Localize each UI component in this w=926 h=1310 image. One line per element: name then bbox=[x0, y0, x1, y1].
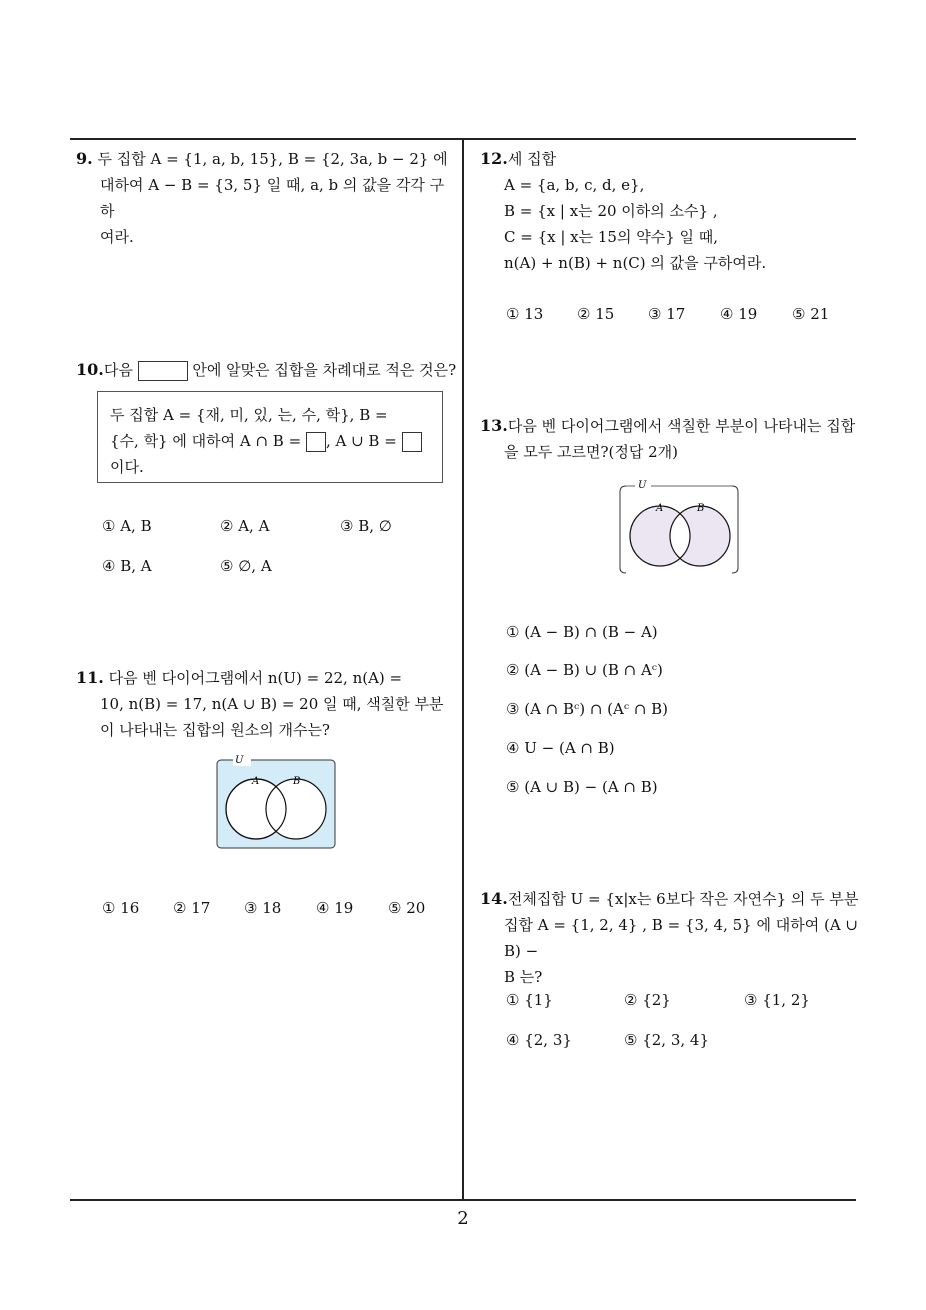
set-b-label: B bbox=[697, 503, 705, 514]
option-3[interactable]: ③ (A ∩ Bᶜ) ∩ (Aᶜ ∩ B) bbox=[506, 700, 669, 718]
question-number: 13. bbox=[480, 416, 508, 435]
question-9 bbox=[76, 146, 456, 250]
box-text: 두 집합 A = {재, 미, 있, 는, 수, 학}, B = bbox=[110, 406, 388, 424]
column-divider bbox=[462, 139, 464, 1200]
box-text: , A ∪ B = bbox=[325, 432, 397, 450]
answer-blank bbox=[402, 432, 422, 452]
option-1[interactable]: ① 16 bbox=[102, 899, 140, 917]
question-text: 두 집합 A = {1, a, b, 15}, B = {2, 3a, b − 2} 에 bbox=[97, 150, 448, 168]
option-2[interactable]: ② A, A bbox=[220, 517, 270, 535]
option-5[interactable]: ⑤ ∅, A bbox=[220, 557, 272, 575]
question-text: 안에 알맞은 집합을 차례대로 적은 것은? bbox=[192, 361, 457, 379]
question-10 bbox=[76, 357, 461, 383]
option-1[interactable]: ① 13 bbox=[506, 305, 544, 323]
option-5[interactable]: ⑤ 20 bbox=[388, 899, 426, 917]
question-text: 대하여 A − B = {3, 5} 일 때, a, b 의 값을 각각 구하 bbox=[100, 176, 445, 220]
question-text: 세 집합 bbox=[507, 150, 557, 168]
option-3[interactable]: ③ 18 bbox=[244, 899, 282, 917]
option-5[interactable]: ⑤ (A ∪ B) − (A ∩ B) bbox=[506, 778, 658, 796]
question-number: 9. bbox=[76, 149, 93, 168]
question-number: 10. bbox=[76, 360, 104, 379]
question-number: 12. bbox=[480, 149, 508, 168]
answer-blank bbox=[138, 361, 188, 381]
question-text: 다음 벤 다이어그램에서 n(U) = 22, n(A) = bbox=[108, 669, 403, 687]
question-text: 집합 A = {1, 2, 4} , B = {3, 4, 5} 에 대하여 (A ∪ B) − bbox=[504, 916, 858, 960]
option-2[interactable]: ② 15 bbox=[577, 305, 615, 323]
option-4[interactable]: ④ B, A bbox=[102, 557, 152, 575]
option-3[interactable]: ③ 17 bbox=[648, 305, 686, 323]
question-text: B 는? bbox=[504, 968, 543, 986]
page-number: 2 bbox=[457, 1208, 469, 1229]
question-number: 11. bbox=[76, 668, 104, 687]
set-b-circle bbox=[266, 779, 326, 839]
set-a-label: A bbox=[656, 503, 664, 514]
question-number: 14. bbox=[480, 889, 508, 908]
option-3[interactable]: ③ {1, 2} bbox=[744, 991, 810, 1009]
question-10-box bbox=[97, 391, 443, 483]
option-4[interactable]: ④ U − (A ∩ B) bbox=[506, 739, 615, 757]
question-text: 다음 bbox=[103, 361, 133, 379]
question-text: 이 나타내는 집합의 원소의 개수는? bbox=[100, 721, 330, 739]
question-text: B = {x | x는 20 이하의 소수} , bbox=[504, 202, 718, 220]
set-a-label: A bbox=[252, 776, 260, 787]
option-1[interactable]: ① {1} bbox=[506, 991, 553, 1009]
question-text: 을 모두 고르면?(정답 2개) bbox=[504, 443, 679, 461]
option-3[interactable]: ③ B, ∅ bbox=[340, 517, 392, 535]
box-text: 이다. bbox=[110, 458, 144, 476]
question-text: 전체집합 U = {x|x는 6보다 작은 자연수} 의 두 부분 bbox=[507, 890, 859, 908]
box-text: {수, 학} 에 대하여 A ∩ B = bbox=[110, 432, 302, 450]
set-b-label: B bbox=[293, 776, 301, 787]
option-1[interactable]: ① (A − B) ∩ (B − A) bbox=[506, 623, 658, 641]
universe-label: U bbox=[235, 755, 244, 766]
venn-diagram-11 bbox=[214, 754, 338, 852]
question-text: 다음 벤 다이어그램에서 색칠한 부분이 나타내는 집합 bbox=[507, 417, 856, 435]
question-12 bbox=[480, 146, 865, 276]
option-2[interactable]: ② (A − B) ∪ (B ∩ Aᶜ) bbox=[506, 661, 663, 679]
question-13 bbox=[480, 413, 865, 465]
venn-diagram-13 bbox=[616, 478, 742, 576]
option-2[interactable]: ② {2} bbox=[624, 991, 671, 1009]
answer-blank bbox=[306, 432, 326, 452]
option-4[interactable]: ④ {2, 3} bbox=[506, 1031, 572, 1049]
option-4[interactable]: ④ 19 bbox=[720, 305, 758, 323]
option-5[interactable]: ⑤ {2, 3, 4} bbox=[624, 1031, 710, 1049]
question-text: 10, n(B) = 17, n(A ∪ B) = 20 일 때, 색칠한 부분 bbox=[100, 695, 444, 713]
option-1[interactable]: ① A, B bbox=[102, 517, 152, 535]
question-11 bbox=[76, 665, 456, 743]
question-14 bbox=[480, 886, 865, 990]
question-text: C = {x | x는 15의 약수} 일 때, bbox=[504, 228, 719, 246]
option-5[interactable]: ⑤ 21 bbox=[792, 305, 830, 323]
bottom-rule bbox=[70, 1199, 856, 1201]
option-2[interactable]: ② 17 bbox=[173, 899, 211, 917]
question-text: A = {a, b, c, d, e}, bbox=[504, 176, 645, 194]
option-4[interactable]: ④ 19 bbox=[316, 899, 354, 917]
question-text: n(A) + n(B) + n(C) 의 값을 구하여라. bbox=[504, 254, 767, 272]
question-text: 여라. bbox=[100, 228, 134, 246]
universe-label: U bbox=[638, 480, 647, 491]
